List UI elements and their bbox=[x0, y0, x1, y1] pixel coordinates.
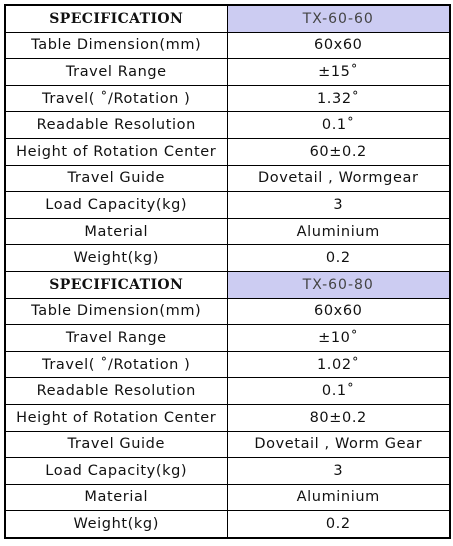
spec-row bbox=[5, 458, 450, 485]
spec-row-label: Travel Guide bbox=[5, 165, 227, 192]
specification-table bbox=[4, 4, 451, 539]
spec-row-value: 60x60 bbox=[227, 298, 450, 325]
spec-row-label: Travel Guide bbox=[5, 431, 227, 458]
spec-header-row bbox=[5, 271, 450, 298]
spec-row-label: Material bbox=[5, 484, 227, 511]
spec-row bbox=[5, 351, 450, 378]
spec-row-value: 0.2 bbox=[227, 245, 450, 272]
spec-row-value: Aluminium bbox=[227, 484, 450, 511]
spec-row bbox=[5, 404, 450, 431]
spec-row bbox=[5, 484, 450, 511]
spec-model-name: TX-60-60 bbox=[227, 5, 450, 32]
spec-row-value: 60x60 bbox=[227, 32, 450, 59]
spec-row-label: Weight(kg) bbox=[5, 511, 227, 538]
spec-row bbox=[5, 112, 450, 139]
spec-row-label: Weight(kg) bbox=[5, 245, 227, 272]
spec-row-label: Load Capacity(kg) bbox=[5, 458, 227, 485]
spec-row-value: Dovetail , Wormgear bbox=[227, 165, 450, 192]
spec-row bbox=[5, 431, 450, 458]
spec-header-label: SPECIFICATION bbox=[5, 5, 227, 32]
spec-row bbox=[5, 32, 450, 59]
spec-row-value: 1.02˚ bbox=[227, 351, 450, 378]
spec-row bbox=[5, 85, 450, 112]
spec-row bbox=[5, 59, 450, 86]
spec-row bbox=[5, 192, 450, 219]
spec-table-body bbox=[5, 5, 450, 538]
spec-row-label: Travel Range bbox=[5, 59, 227, 86]
spec-row-value: 0.2 bbox=[227, 511, 450, 538]
spec-row-value: 3 bbox=[227, 458, 450, 485]
spec-header-row bbox=[5, 5, 450, 32]
spec-row-value: 0.1˚ bbox=[227, 112, 450, 139]
spec-row-label: Table Dimension(mm) bbox=[5, 298, 227, 325]
spec-row bbox=[5, 138, 450, 165]
spec-row-label: Material bbox=[5, 218, 227, 245]
spec-row-label: Table Dimension(mm) bbox=[5, 32, 227, 59]
spec-row-label: Readable Resolution bbox=[5, 112, 227, 139]
spec-row-value: ±10˚ bbox=[227, 325, 450, 352]
spec-row-label: Height of Rotation Center bbox=[5, 404, 227, 431]
spec-row-value: 3 bbox=[227, 192, 450, 219]
spec-model-name: TX-60-80 bbox=[227, 271, 450, 298]
spec-row-label: Height of Rotation Center bbox=[5, 138, 227, 165]
spec-row-label: Travel( ˚/Rotation ) bbox=[5, 85, 227, 112]
spec-row bbox=[5, 378, 450, 405]
spec-row-value: 60±0.2 bbox=[227, 138, 450, 165]
spec-row-label: Load Capacity(kg) bbox=[5, 192, 227, 219]
spec-row bbox=[5, 325, 450, 352]
spec-row bbox=[5, 298, 450, 325]
spec-row-value: 80±0.2 bbox=[227, 404, 450, 431]
spec-row-value: Dovetail , Worm Gear bbox=[227, 431, 450, 458]
spec-row-value: 0.1˚ bbox=[227, 378, 450, 405]
spec-row-label: Readable Resolution bbox=[5, 378, 227, 405]
spec-row bbox=[5, 245, 450, 272]
spec-row bbox=[5, 511, 450, 538]
spec-row-label: Travel( ˚/Rotation ) bbox=[5, 351, 227, 378]
spec-row-value: Aluminium bbox=[227, 218, 450, 245]
spec-header-label: SPECIFICATION bbox=[5, 271, 227, 298]
spec-row-value: ±15˚ bbox=[227, 59, 450, 86]
spec-row-value: 1.32˚ bbox=[227, 85, 450, 112]
spec-row-label: Travel Range bbox=[5, 325, 227, 352]
spec-row bbox=[5, 218, 450, 245]
spec-row bbox=[5, 165, 450, 192]
